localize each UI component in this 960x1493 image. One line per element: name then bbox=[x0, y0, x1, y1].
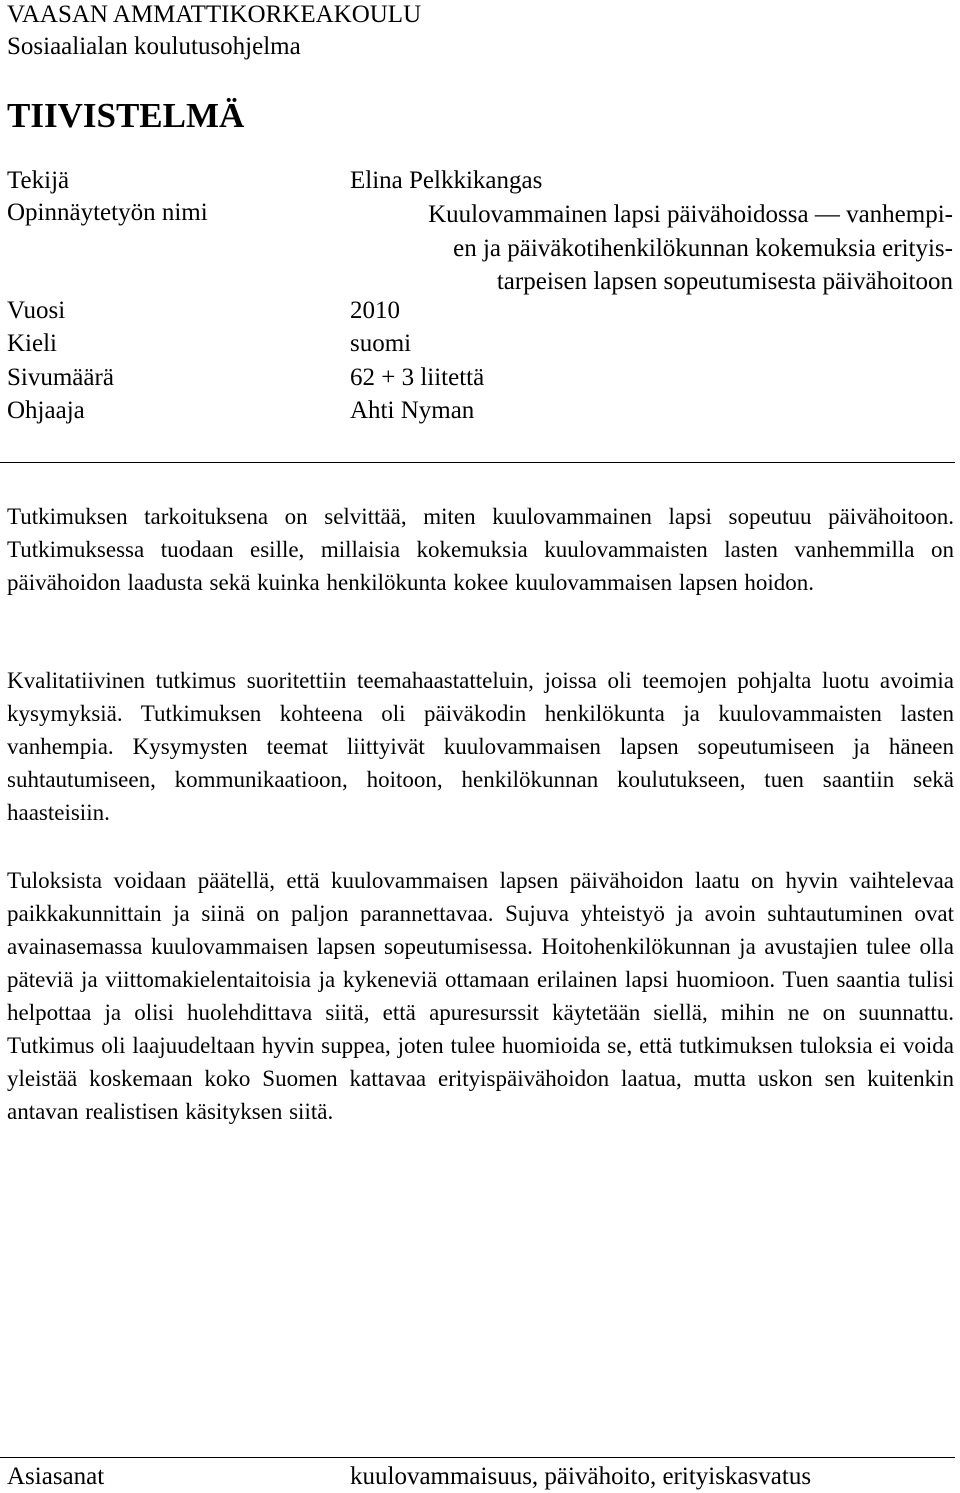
thesis-title-line: tarpeisen lapsen sopeutumisesta päivähoitoon bbox=[496, 268, 953, 295]
thesis-title-label: Opinnäytetyön nimi bbox=[7, 199, 208, 226]
school-name: VAASAN AMMATTIKORKEAKOULU bbox=[7, 1, 422, 28]
page-title: TIIVISTELMÄ bbox=[7, 96, 245, 135]
author-label: Tekijä bbox=[7, 167, 70, 194]
language-label: Kieli bbox=[7, 330, 57, 357]
abstract-paragraph: Kvalitatiivinen tutkimus suoritettiin teemahaastatteluin, joissa oli teemojen pohjalta luotu avoimia kysymyksiä. Tutkimuksen kohteena oli päiväkodin henkilökunta ja kuulovammaisten lasten vanhempia. Kysymysten teemat liittyivät kuulovammaisen lapsen sopeutumiseen ja häneen suhtautumiseen, kommunikaatioon, hoitoon, henkilökunnan koulutukseen, tuen saantiin sekä haasteisiin. bbox=[7, 668, 954, 825]
thesis-title-line: Kuulovammainen lapsi päivähoidossa — vanhempi- bbox=[428, 201, 953, 228]
supervisor-label: Ohjaaja bbox=[7, 397, 85, 424]
author-value: Elina Pelkkikangas bbox=[350, 167, 543, 194]
top-divider bbox=[0, 462, 955, 463]
thesis-title-value bbox=[350, 198, 953, 299]
page-count-label: Sivumäärä bbox=[7, 364, 114, 391]
keywords-value: kuulovammaisuus, päivähoito, erityiskasvatus bbox=[350, 1463, 812, 1490]
year-label: Vuosi bbox=[7, 297, 66, 324]
abstract-paragraph: Tutkimuksen tarkoituksena on selvittää, miten kuulovammainen lapsi sopeutuu päivähoitoon. Tutkimuksessa tuodaan esille, millaisia kokemuksia kuulovammaisten lasten vanhemmilla on päivähoidon laadusta sekä kuinka henkilökunta kokee kuulovammaisen lapsen hoidon. bbox=[7, 504, 954, 595]
abstract-paragraph: Tuloksista voidaan päätellä, että kuulovammaisen lapsen päivähoidon laatu on hyvin vaihtelevaa paikkakunnittain ja siinä on paljon parannettavaa. Sujuva yhteistyö ja avoin suhtautuminen ovat avainasemassa kuulovammaisen lapsen sopeutumisessa. Hoitohenkilökunnan ja avustajien tulee olla päteviä ja viittomakielentaitoisia ja kykeneviä ottamaan erilainen lapsi huomioon. Tuen saantia tulisi helpottaa ja olisi huolehdittava siitä, että apuresurssit käytetään siellä, mihin ne on suunnattu. Tutkimus oli laajuudeltaan hyvin suppea, joten tulee huomioida se, että tutkimuksen tuloksia ei voida yleistää koskemaan koko Suomen kattavaa erityispäivähoidon laatua, mutta uskon sen kuitenkin antavan realistisen käsityksen siitä. bbox=[7, 868, 954, 1124]
keywords-label: Asiasanat bbox=[7, 1463, 105, 1490]
language-value: suomi bbox=[350, 330, 412, 357]
page-count-value: 62 + 3 liitettä bbox=[350, 364, 485, 391]
year-value: 2010 bbox=[350, 297, 400, 324]
supervisor-value: Ahti Nyman bbox=[350, 397, 475, 424]
bottom-divider bbox=[0, 1457, 955, 1458]
thesis-title-line: en ja päiväkotihenkilökunnan kokemuksia erityis- bbox=[453, 234, 953, 262]
degree-programme: Sosiaalialan koulutusohjelma bbox=[7, 33, 301, 60]
